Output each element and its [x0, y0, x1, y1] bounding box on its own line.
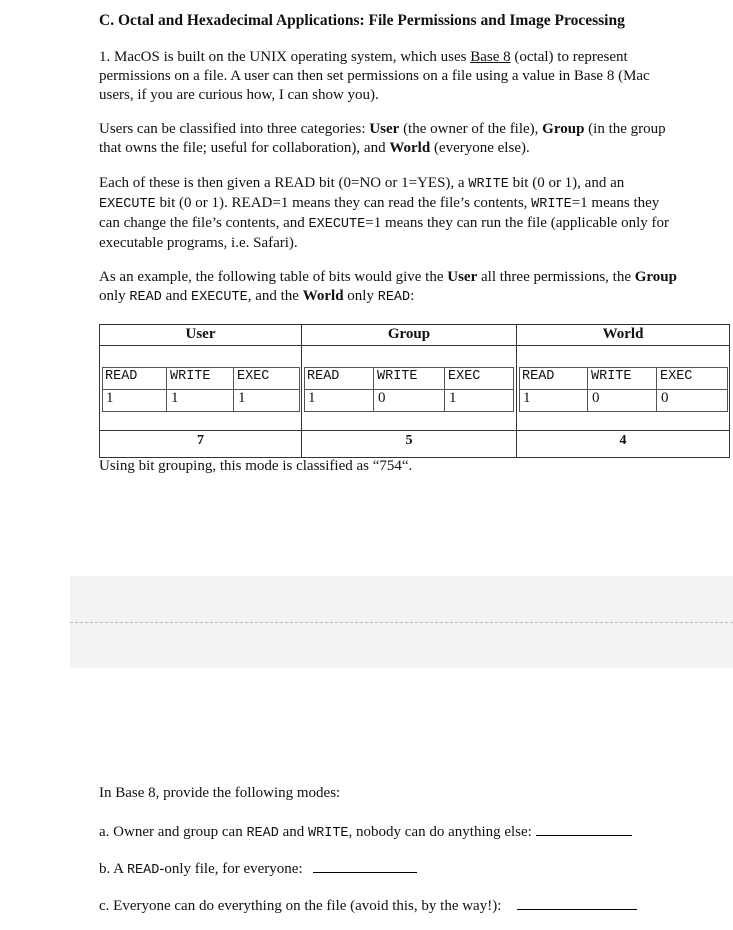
world-octal: 4	[619, 433, 627, 448]
answer-a-blank[interactable]	[536, 821, 632, 836]
p4-world: World	[302, 288, 344, 304]
qa-read: READ	[246, 826, 279, 841]
qb-text-2: -only file, for everyone:	[159, 861, 303, 877]
p4-l2-d: only	[343, 288, 378, 304]
p2-user: User	[369, 121, 400, 137]
p2-text-a: Users can be classified into three categories:	[99, 121, 370, 137]
qc-text-1: c. Everyone can do everything on the file (avoid this, by the way!):	[99, 898, 502, 914]
paragraph-1	[99, 48, 724, 105]
header-world: World	[602, 326, 644, 342]
p1-line-2: permissions on a file. A user can then set permissions on a file using a value in Base 8 (Mac	[99, 68, 650, 84]
qa-text-3: , nobody can do anything else:	[348, 824, 536, 840]
user-octal: 7	[197, 433, 204, 448]
world-bits-table	[519, 367, 728, 412]
answer-b-blank[interactable]	[313, 858, 417, 873]
p4-read2: READ	[377, 290, 411, 305]
qb-text-1: b. A	[99, 861, 127, 877]
section-title: C. Octal and Hexadecimal Applications: File Permissions and Image Processing	[99, 12, 625, 29]
p4-l2-b: and	[161, 288, 191, 304]
questions-intro: In Base 8, provide the following modes:	[99, 785, 341, 801]
p4-group: Group	[634, 269, 677, 285]
base-8-link[interactable]: Base 8	[470, 49, 511, 65]
header-user: User	[185, 326, 216, 342]
question-b	[99, 858, 417, 878]
p4-l2-c: , and the	[247, 288, 303, 304]
p4-l2-a: only	[99, 288, 130, 304]
qa-text-2: and	[278, 824, 309, 840]
group-read-value: 1	[308, 390, 316, 406]
p4-read: READ	[129, 290, 162, 305]
group-exec-label: EXEC	[448, 369, 481, 384]
p4-l1-b: all three permissions, the	[477, 269, 635, 285]
user-write-value: 1	[171, 390, 179, 406]
p3-l2-write: WRITE	[531, 197, 572, 212]
question-a	[99, 821, 632, 841]
world-write-label: WRITE	[591, 369, 632, 384]
user-exec-value: 1	[238, 390, 246, 406]
user-write-label: WRITE	[170, 369, 211, 384]
user-exec-label: EXEC	[237, 369, 270, 384]
answer-c-blank[interactable]	[517, 895, 637, 910]
paragraph-2	[99, 120, 724, 158]
p3-l1-a: Each of these is then given a READ bit (0=NO or 1=YES), a	[99, 175, 469, 191]
p3-l3-exec: EXECUTE	[308, 217, 366, 232]
group-read-label: READ	[307, 369, 340, 384]
group-write-label: WRITE	[377, 369, 418, 384]
world-read-label: READ	[522, 369, 555, 384]
p3-l3-a: can change the file’s contents, and	[99, 215, 309, 231]
p2-world: World	[389, 140, 431, 156]
p4-l1-a: As an example, the following table of bits would give the	[99, 269, 448, 285]
p3-l2-a: bit (0 or 1). READ=1 means they can read the file’s contents,	[155, 195, 532, 211]
p3-l1-write: WRITE	[468, 177, 509, 192]
p4-l2-e: :	[410, 288, 415, 304]
answer-divider	[70, 622, 733, 623]
qa-write: WRITE	[308, 826, 349, 841]
user-bits-table	[102, 367, 300, 412]
permissions-table	[99, 324, 730, 458]
p1-text-a: 1. MacOS is built on the UNIX operating system, which uses	[99, 49, 471, 65]
p1-text-b: (octal) to represent	[510, 49, 628, 65]
group-write-value: 0	[378, 390, 386, 406]
paragraph-3	[99, 174, 724, 253]
user-read-value: 1	[106, 390, 114, 406]
p2-text-b: (the owner of the file),	[399, 121, 543, 137]
p2-group: Group	[542, 121, 585, 137]
paragraph-4	[99, 268, 724, 307]
qa-text-1: a. Owner and group can	[99, 824, 247, 840]
p2-text-c: (in the group	[584, 121, 666, 137]
table-caption: Using bit grouping, this mode is classified as “754“.	[99, 458, 413, 474]
world-exec-value: 0	[661, 390, 669, 406]
p3-l2-b: =1 means they	[571, 195, 660, 211]
header-group: Group	[387, 326, 431, 342]
group-bits-table	[304, 367, 514, 412]
p4-execute: EXECUTE	[191, 290, 248, 305]
p1-line-3: users, if you are curious how, I can show you).	[99, 87, 379, 103]
qb-read: READ	[126, 863, 160, 878]
p3-l1-b: bit (0 or 1), and an	[508, 175, 625, 191]
p3-l2-exec: EXECUTE	[99, 197, 156, 212]
p2-line2-b: (everyone else).	[430, 140, 530, 156]
p3-l4: executable programs, i.e. Safari).	[99, 235, 298, 251]
group-octal: 5	[405, 433, 413, 448]
world-read-value: 1	[523, 390, 531, 406]
p4-user: User	[447, 269, 478, 285]
group-exec-value: 1	[449, 390, 457, 406]
p3-l3-b: =1 means they can run the file (applicable only for	[365, 215, 669, 231]
question-c	[99, 895, 637, 915]
p2-line2-a: that owns the file; useful for collaboration), and	[99, 140, 390, 156]
world-exec-label: EXEC	[660, 369, 693, 384]
user-read-label: READ	[105, 369, 138, 384]
world-write-value: 0	[592, 390, 600, 406]
